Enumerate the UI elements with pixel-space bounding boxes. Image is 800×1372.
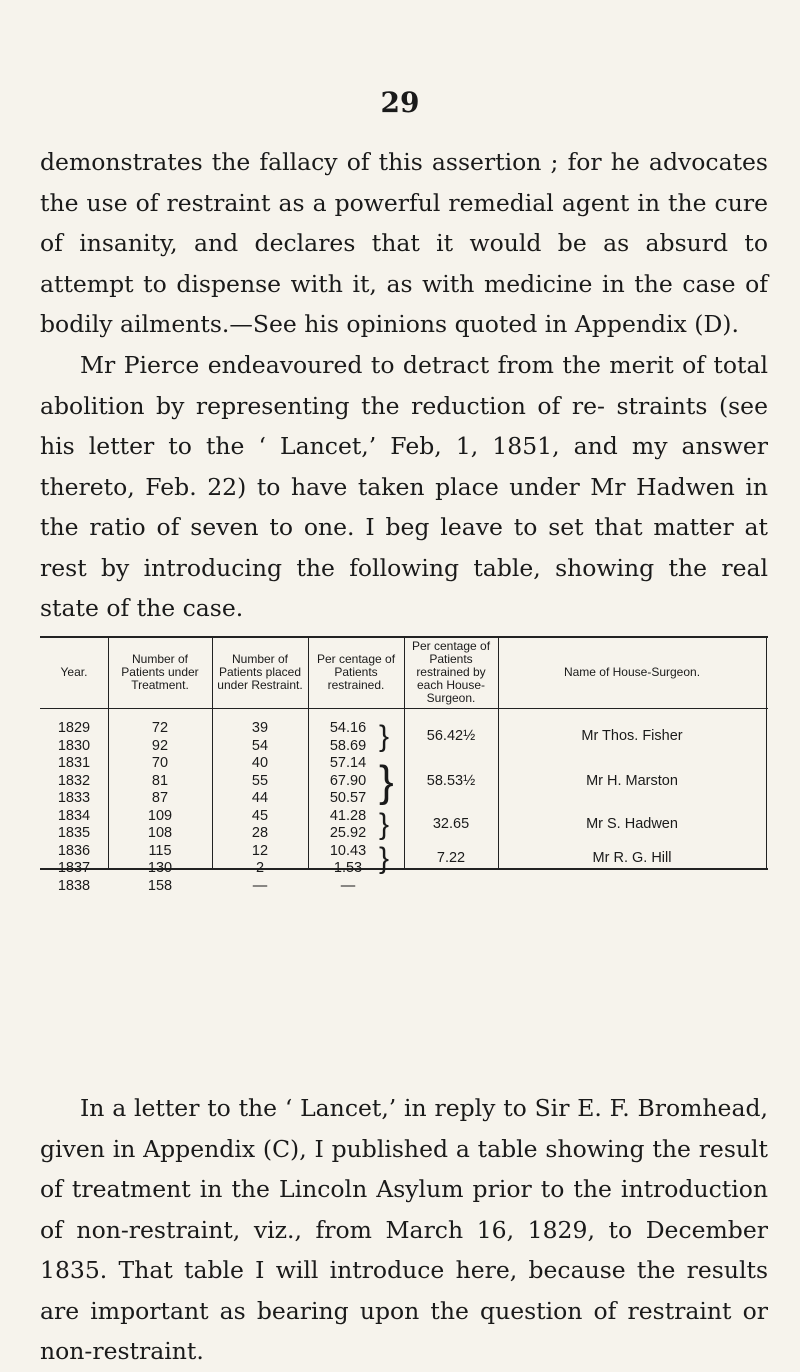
restraint-cell: 55 <box>251 772 269 789</box>
group-surgeon: Mr S. Hadwen <box>586 816 678 832</box>
treatment-cell: 130 <box>147 860 173 876</box>
treatment-cell: 70 <box>151 755 169 771</box>
year-cell: 1829 <box>57 720 91 736</box>
year-cell: 1830 <box>57 737 91 754</box>
year-cell: 1838 <box>57 877 91 894</box>
treatment-cell: 115 <box>148 842 172 859</box>
paragraph-3 <box>40 1088 768 1372</box>
percent-cell: 67.90 <box>329 772 367 789</box>
percent-cell: 1.53 <box>333 860 363 876</box>
restraint-cell: 44 <box>251 790 269 806</box>
percent-cell: 54.16 <box>329 720 367 736</box>
year-cell: 1835 <box>57 825 91 841</box>
treatment-cell: 87 <box>151 790 169 806</box>
treatment-cell: 158 <box>147 877 173 894</box>
header-restraint: Number of Patients placed under Restraint. <box>217 651 303 692</box>
paragraph-2 <box>40 345 768 629</box>
restraint-cell: 54 <box>251 737 269 754</box>
table-right-edge <box>766 636 767 870</box>
year-cell: 1837 <box>57 860 91 876</box>
restraint-cell: 39 <box>251 720 269 736</box>
treatment-cell: 109 <box>147 807 173 824</box>
brace-hill: } <box>379 842 390 875</box>
restraint-cell: 2 <box>255 860 265 876</box>
percent-restrained-column <box>308 720 388 895</box>
restraint-cell: 45 <box>251 807 269 824</box>
group-surgeon: Mr Thos. Fisher <box>581 728 683 744</box>
restraint-cell: 40 <box>251 755 269 771</box>
year-column <box>40 720 108 895</box>
percent-cell: 10.43 <box>329 842 367 859</box>
brace-marston: } <box>379 757 394 806</box>
percent-cell: 58.69 <box>329 737 367 754</box>
restraint-table <box>40 636 768 894</box>
group-percent: 58.53½ <box>426 773 476 789</box>
treatment-cell: 92 <box>151 737 169 754</box>
treatment-cell: 81 <box>151 772 169 789</box>
restraint-column <box>212 720 308 895</box>
header-year: Year. <box>60 664 88 679</box>
year-cell: 1834 <box>57 807 91 824</box>
brace-hadwen: } <box>379 808 390 841</box>
percent-cell: 25.92 <box>329 825 367 841</box>
percent-cell: 50.57 <box>329 790 367 806</box>
group-percent: 7.22 <box>436 850 466 866</box>
header-percent-restrained: Per centage of Patients restrained. <box>316 651 396 692</box>
restraint-cell: 12 <box>251 842 269 859</box>
percent-cell: — <box>340 877 356 894</box>
year-cell: 1836 <box>57 842 91 859</box>
header-surgeon: Name of House-Surgeon. <box>563 664 701 679</box>
restraint-cell: — <box>252 877 268 894</box>
treatment-cell: 108 <box>147 825 173 841</box>
group-percent: 32.65 <box>432 816 470 832</box>
percent-cell: 57.14 <box>329 755 367 771</box>
restraint-cell: 28 <box>251 825 269 841</box>
year-cell: 1831 <box>57 755 91 771</box>
year-cell: 1833 <box>57 790 91 806</box>
paragraph-2-text: Mr Pierce endeavoured to detract from the merit of total abolition by representing the reduction of re- straints (see his letter to the ‘ Lancet,’ Feb, 1, 1851, and my answer thereto, Feb. 22) to have taken place under Mr Hadwen in the ratio of seven to one. I beg leave to set that matter at rest by introducing the following table, showing the real state of the case. <box>40 351 768 622</box>
paragraph-1: demonstrates the fallacy of this assertion ; for he advocates the use of restraint as a powerful remedial agent in the cure of insanity, and declares that it would be as absurd to attempt to dispense with it, as with medicine in the case of bodily ailments.—See his opinions quoted in Appendix (D). <box>40 148 768 338</box>
group-surgeon: Mr R. G. Hill <box>592 850 672 866</box>
paragraph-3-text: In a letter to the ‘ Lancet,’ in reply to Sir E. F. Bromhead, given in Appendix (C), I published a table showing the result of treatment in the Lincoln Asylum prior to the introduction of non-restraint, viz., from March 16, 1829, to December 1835. That table I will introduce here, because the results are important as bearing upon the question of restraint or non-restraint. <box>40 1094 768 1365</box>
group-surgeon: Mr H. Marston <box>586 773 678 789</box>
page-number: 29 <box>380 86 420 119</box>
treatment-cell: 72 <box>151 720 169 736</box>
header-percent-by-surgeon: Per centage of Patients restrained by each House-Surgeon. <box>411 638 491 705</box>
group-percent: 56.42½ <box>426 728 476 744</box>
brace-fisher: } <box>379 720 390 753</box>
header-under-treatment: Number of Patients under Treatment. <box>121 651 199 692</box>
year-cell: 1832 <box>57 772 91 789</box>
under-treatment-column <box>108 720 212 895</box>
percent-cell: 41.28 <box>329 807 367 824</box>
